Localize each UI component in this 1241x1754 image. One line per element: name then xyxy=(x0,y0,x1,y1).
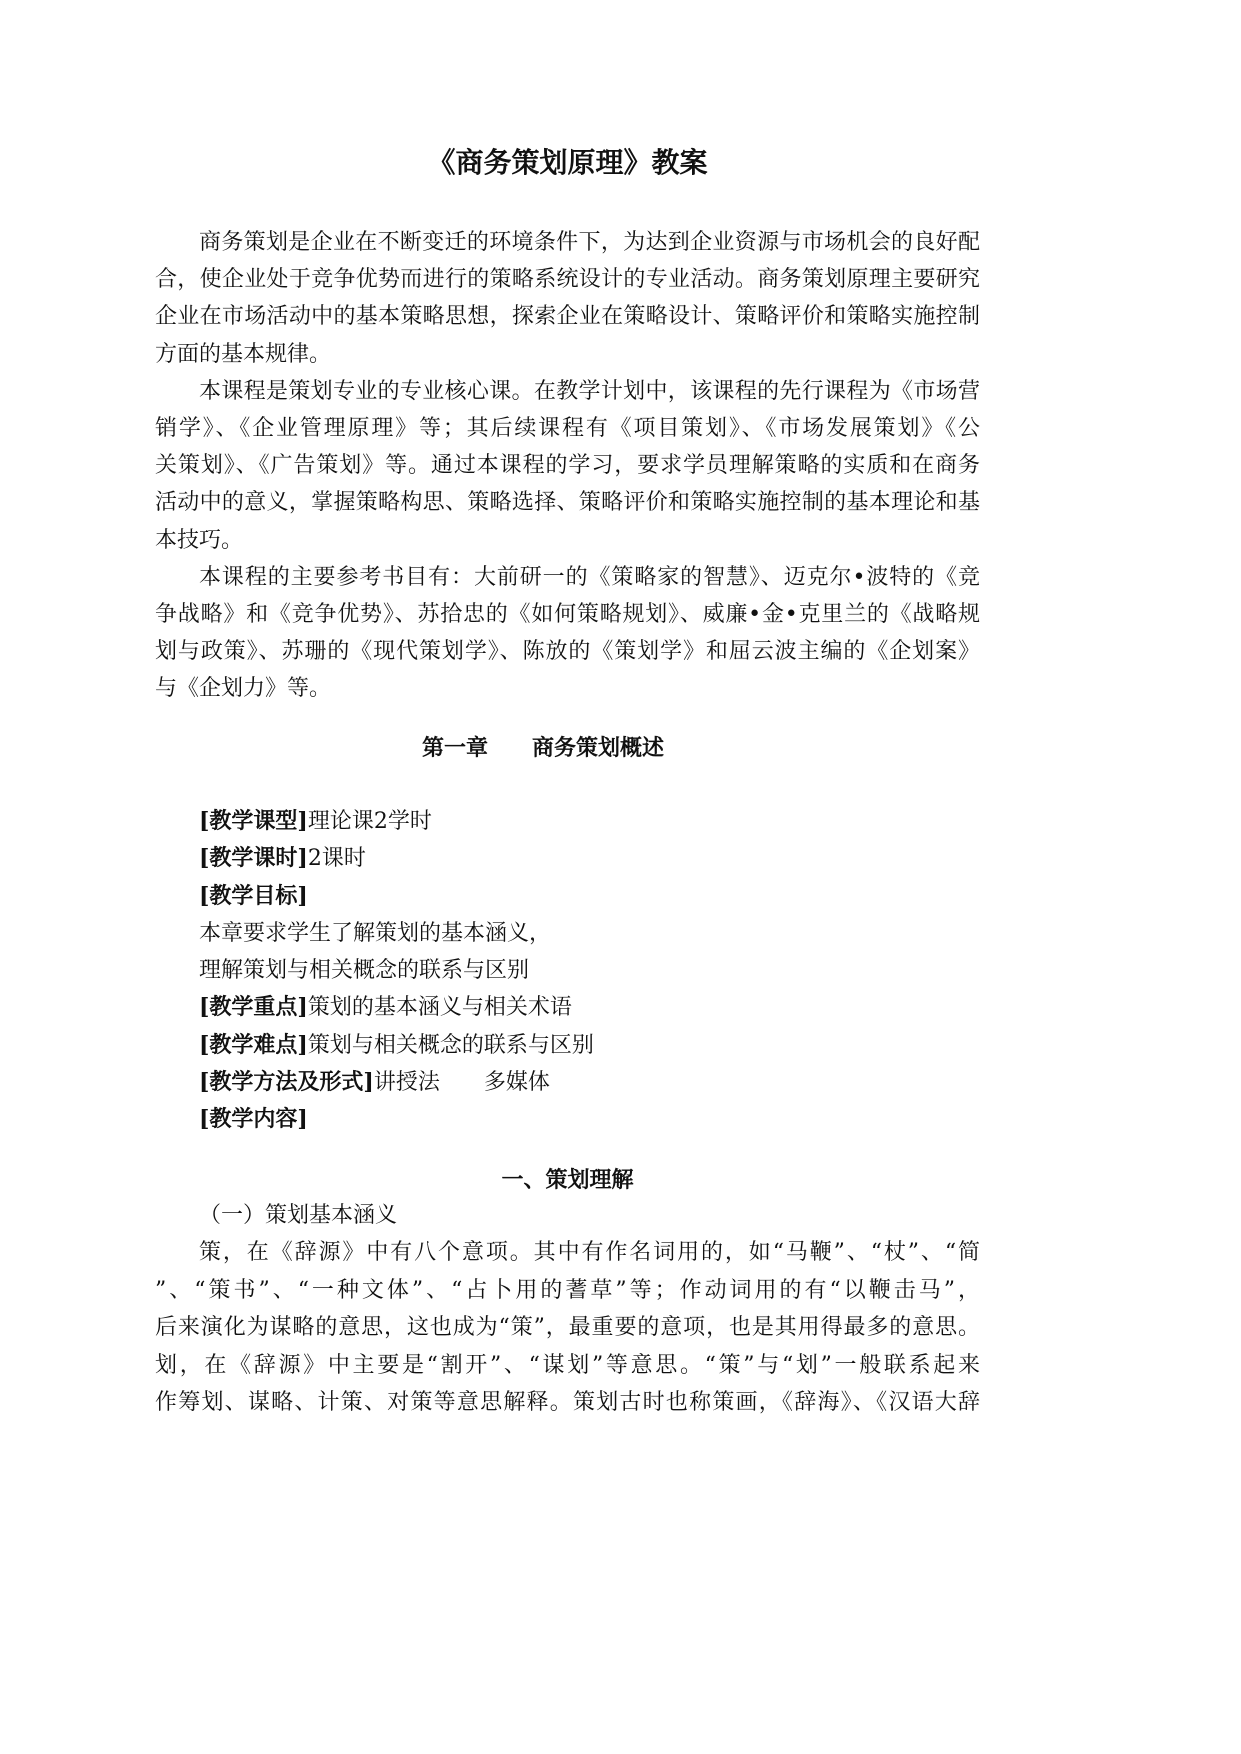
teaching-difficulties-value: 策划与相关概念的联系与区别 xyxy=(307,1032,594,1058)
section-heading: 一、策划理解 xyxy=(501,1167,634,1193)
paragraph-line: 企业在市场活动中的基本策略思想，探索企业在策略设计、策略评价和策略实施控制 xyxy=(155,304,980,330)
teaching-info xyxy=(155,803,980,1138)
teaching-goals-line: 本章要求学生了解策划的基本涵义， xyxy=(199,920,552,946)
paragraph-line: 方面的基本规律。 xyxy=(155,341,332,367)
paragraph-line: 合，使企业处于竞争优势而进行的策略系统设计的专业活动。商务策划原理主要研究 xyxy=(155,267,980,293)
teaching-content-label: [教学内容] xyxy=(199,1106,308,1132)
teaching-difficulties-label: [教学难点] xyxy=(199,1031,308,1058)
chapter-heading: 第一章 商务策划概述 xyxy=(422,735,665,761)
intro-paragraph-2 xyxy=(155,373,980,559)
paragraph-line: ”、“策书”、“一种文体”、“占卜用的蓍草”等；作动词用的有“以鞭击马”， xyxy=(155,1277,980,1303)
teaching-key-points-value: 策划的基本涵义与相关术语 xyxy=(307,995,572,1021)
paragraph-line: 后来演化为谋略的意思，这也成为“策”，最重要的意项，也是其用得最多的意思。 xyxy=(155,1315,980,1341)
teaching-key-points-row xyxy=(155,989,980,1026)
paragraph-line: 作筹划、谋略、计策、对策等意思解释。策划古时也称策画，《辞海》、《汉语大辞 xyxy=(155,1389,980,1415)
teaching-hours-value: 2课时 xyxy=(307,846,366,872)
intro-section xyxy=(155,224,980,707)
teaching-hours-row xyxy=(155,840,980,877)
paragraph-line: 策，在《辞源》中有八个意项。其中有作名词用的，如“马鞭”、“杖”、“简 xyxy=(199,1240,980,1266)
teaching-goals-line: 理解策划与相关概念的联系与区别 xyxy=(199,958,530,983)
teaching-methods-label: [教学方法及形式] xyxy=(199,1068,374,1095)
section-content xyxy=(155,1197,980,1421)
intro-paragraph-1 xyxy=(155,224,980,373)
paragraph-line: 商务策划是企业在不断变迁的环境条件下，为达到企业资源与市场机会的良好配 xyxy=(199,230,980,255)
teaching-content-row xyxy=(155,1101,980,1138)
paragraph-line: 与《企划力》等。 xyxy=(155,676,332,702)
paragraph-line: 争战略》和《竞争优势》、苏拾忠的《如何策略规划》、威廉•金•克里兰的《战略规 xyxy=(155,601,980,627)
teaching-type-label: [教学课型] xyxy=(199,808,308,834)
document-title: 《商务策划原理》教案 xyxy=(427,146,708,179)
teaching-difficulties-row xyxy=(155,1027,980,1064)
paragraph-line: 本技巧。 xyxy=(155,527,244,553)
paragraph-line: 关策划》、《广告策划》等。通过本课程的学习，要求学员理解策略的实质和在商务 xyxy=(155,453,980,479)
paragraph-line: 本课程的主要参考书目有：大前研一的《策略家的智慧》、迈克尔•波特的《竞 xyxy=(199,564,980,590)
paragraph-line: 划，在《辞源》中主要是“割开”、“谋划”等意思。“策”与“划”一般联系起来 xyxy=(155,1352,980,1378)
subsection-heading: （一）策划基本涵义 xyxy=(199,1203,398,1228)
intro-paragraph-3 xyxy=(155,559,980,708)
paragraph-line: 本课程是策划专业的专业核心课。在教学计划中，该课程的先行课程为《市场营 xyxy=(199,378,980,404)
teaching-key-points-label: [教学重点] xyxy=(199,994,308,1021)
teaching-methods-row xyxy=(155,1064,980,1101)
teaching-goals-label: [教学目标] xyxy=(199,882,308,909)
paragraph-line: 划与政策》、苏珊的《现代策划学》、陈放的《策划学》和屈云波主编的《企划案》 xyxy=(155,639,980,665)
teaching-goals-row xyxy=(155,878,980,915)
teaching-type-row xyxy=(155,803,980,840)
teaching-type-value: 理论课2学时 xyxy=(307,809,432,834)
teaching-hours-label: [教学课时] xyxy=(199,845,308,872)
paragraph-line: 活动中的意义，掌握策略构思、策略选择、策略评价和策略实施控制的基本理论和基 xyxy=(155,490,980,516)
paragraph-line: 销学》、《企业管理原理》等；其后续课程有《项目策划》、《市场发展策划》《公 xyxy=(155,415,980,441)
teaching-methods-value: 讲授法 多媒体 xyxy=(373,1069,550,1095)
